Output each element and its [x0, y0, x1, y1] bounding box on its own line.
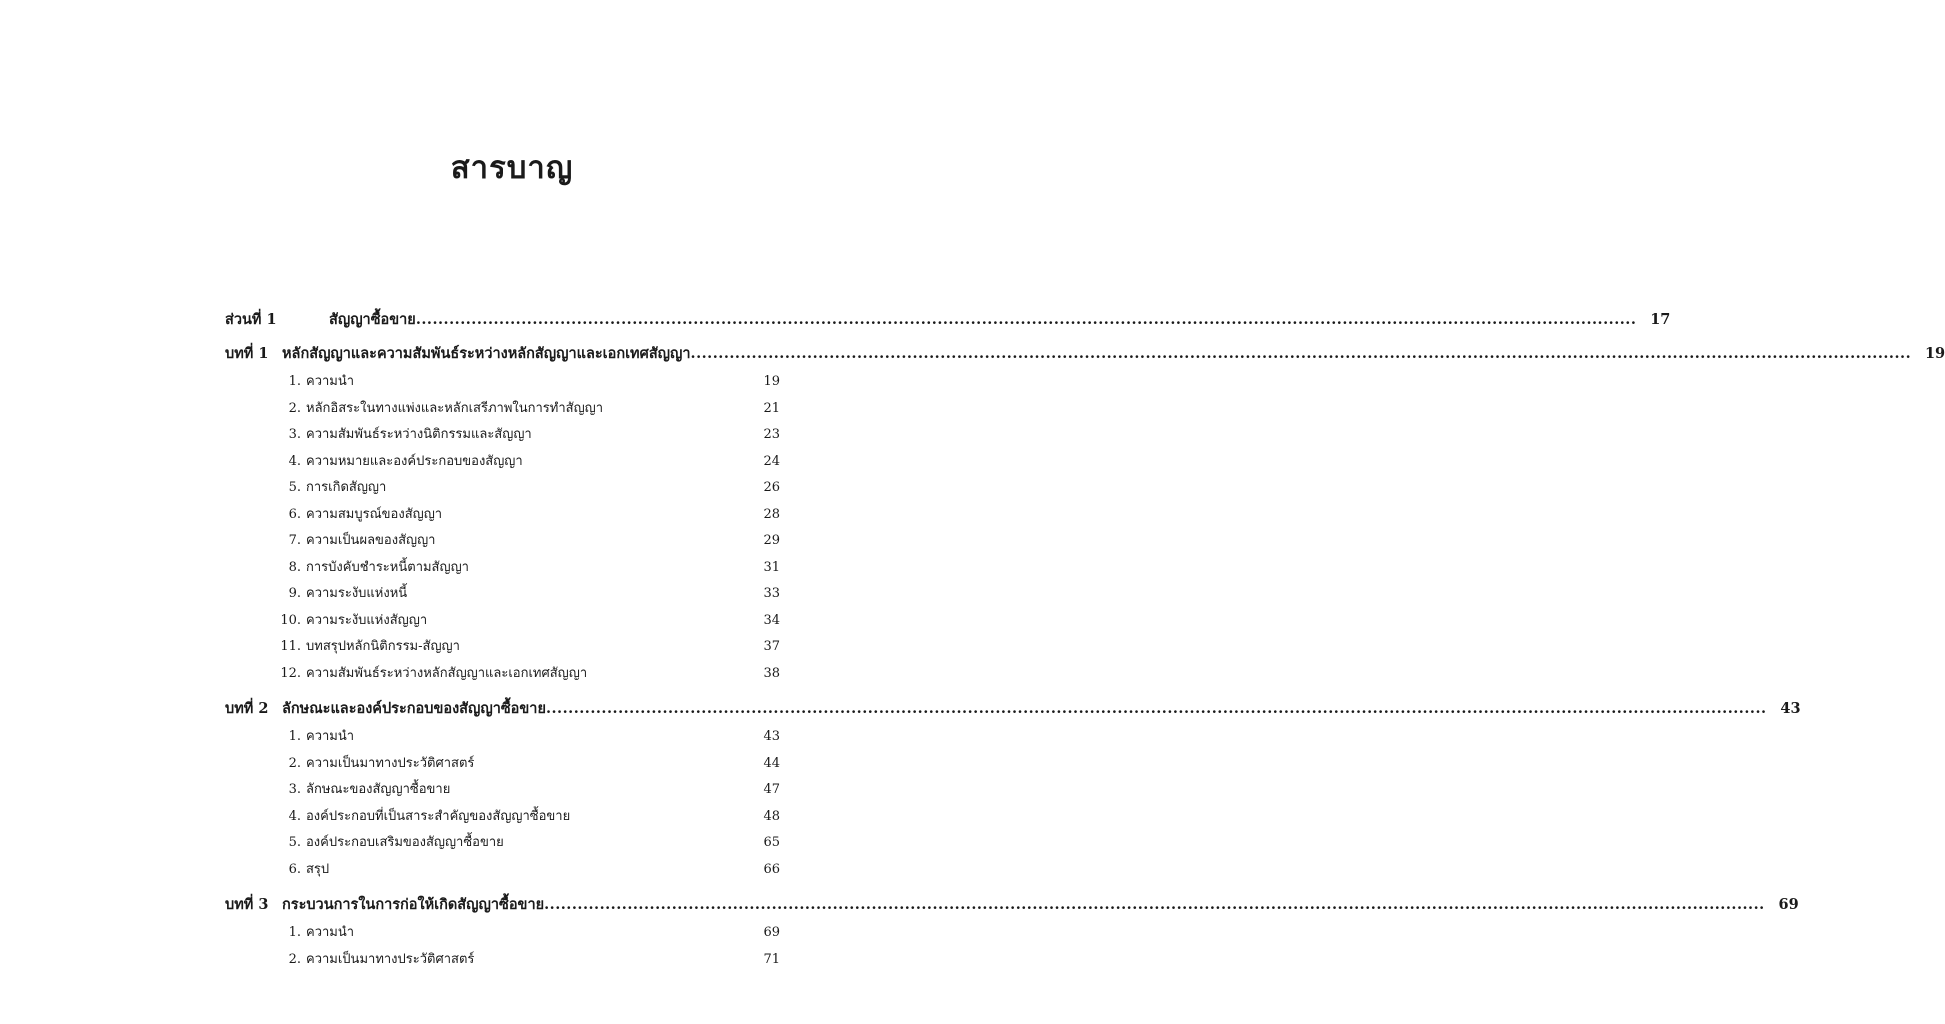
- entry-page-number: 19: [1924, 345, 1945, 362]
- chapter-heading: [225, 697, 1801, 721]
- entry-prefix: บทที่ 1: [225, 345, 269, 362]
- entry-label: ความสัมพันธ์ระหว่างนิติกรรมและสัญญา: [306, 427, 532, 442]
- entry-page-number: 43: [1780, 700, 1801, 717]
- entry-page-number: 47: [763, 782, 780, 797]
- entry-number: 3.: [288, 782, 301, 797]
- entry-page-number: 23: [763, 427, 780, 442]
- toc-entry: [225, 397, 780, 421]
- entry-page-number: 21: [763, 400, 780, 416]
- toc-entry: [225, 858, 780, 882]
- entry-label: การบังคับชำระหนี้ตามสัญญา: [306, 559, 469, 575]
- toc-entry: [225, 503, 780, 527]
- entry-page-number: 19: [763, 374, 780, 389]
- entry-number: 10.: [280, 612, 301, 628]
- toc-entry: [225, 529, 780, 553]
- toc-entry: [225, 582, 780, 606]
- entry-number: 5.: [288, 480, 301, 495]
- entry-label: ความนำ: [306, 374, 355, 389]
- toc-entry: [225, 635, 780, 659]
- entry-page-number: 34: [763, 612, 780, 628]
- entry-number: 2.: [288, 400, 301, 416]
- entry-number: 4.: [288, 808, 301, 824]
- entry-label: สัญญาซื้อขาย: [329, 311, 416, 328]
- entry-number: 11.: [280, 639, 301, 654]
- toc-entry: [225, 831, 780, 855]
- entry-label: ลักษณะของสัญญาซื้อขาย: [306, 782, 451, 797]
- entry-prefix: ส่วนที่ 1: [225, 311, 277, 328]
- dot-leader: ............................................................................................................................................................................................................................: [415, 311, 1637, 328]
- toc-entry: [225, 556, 780, 580]
- toc-entry: [225, 778, 780, 802]
- entry-page-number: 38: [763, 665, 780, 681]
- entry-label: ความหมายและองค์ประกอบของสัญญา: [306, 453, 523, 469]
- entry-label: ความนำ: [306, 925, 355, 940]
- entry-label: การเกิดสัญญา: [306, 480, 387, 495]
- entry-page-number: 69: [1778, 896, 1799, 913]
- entry-page-number: 69: [763, 925, 780, 940]
- entry-label: องค์ประกอบเสริมของสัญญาซื้อขาย: [306, 835, 504, 850]
- entry-prefix: บทที่ 2: [225, 700, 269, 717]
- entry-label: ความระงับแห่งสัญญา: [306, 612, 428, 628]
- toc-entry: [225, 725, 780, 749]
- entry-number: 8.: [288, 559, 301, 575]
- entry-page-number: 65: [763, 835, 780, 850]
- entry-page-number: 24: [763, 453, 780, 469]
- dot-leader: ............................................................................................................................................................................................................................: [545, 700, 1767, 717]
- toc-entry: [225, 450, 780, 474]
- entry-label: ความเป็นมาทางประวัติศาสตร์: [306, 755, 475, 771]
- entry-number: 4.: [288, 453, 301, 469]
- entry-page-number: 43: [763, 729, 780, 744]
- chapter-heading: [225, 342, 1945, 366]
- entry-number: 5.: [288, 835, 301, 850]
- entry-number: 1.: [288, 925, 301, 940]
- dot-leader: ............................................................................................................................................................................................................................: [690, 345, 1912, 362]
- entry-number: 3.: [288, 427, 301, 442]
- entry-number: 2.: [288, 755, 301, 771]
- entry-number: 6.: [288, 861, 301, 877]
- entry-label: สรุป: [306, 861, 330, 877]
- entry-label: หลักสัญญาและความสัมพันธ์ระหว่างหลักสัญญาและเอกเทศสัญญา: [282, 345, 691, 362]
- entry-label: หลักอิสระในทางแพ่งและหลักเสรีภาพในการทำสัญญา: [306, 400, 604, 416]
- page-title: สารบาญ: [450, 150, 574, 186]
- entry-page-number: 66: [763, 861, 780, 877]
- toc-entry: [225, 805, 780, 829]
- entry-number: 6.: [288, 506, 301, 522]
- entry-label: บทสรุปหลักนิติกรรม-สัญญา: [306, 639, 460, 654]
- entry-number: 2.: [288, 951, 301, 967]
- entry-label: ความระงับแห่งหนี้: [306, 586, 408, 601]
- entry-number: 12.: [280, 665, 301, 681]
- dot-leader: ............................................................................................................................................................................................................................: [544, 896, 1765, 913]
- entry-page-number: 29: [763, 533, 780, 548]
- entry-page-number: 44: [763, 755, 780, 771]
- entry-label: ลักษณะและองค์ประกอบของสัญญาซื้อขาย: [282, 700, 546, 717]
- toc-entry: [225, 662, 780, 686]
- entry-page-number: 37: [763, 639, 780, 654]
- entry-label: ความเป็นมาทางประวัติศาสตร์: [306, 951, 475, 967]
- entry-label: กระบวนการในการก่อให้เกิดสัญญาซื้อขาย: [282, 896, 545, 913]
- entry-page-number: 28: [763, 506, 780, 522]
- part-heading: [225, 308, 1671, 332]
- entry-page-number: 48: [763, 808, 780, 824]
- entry-page-number: 17: [1650, 311, 1671, 328]
- toc-entry: [225, 921, 780, 945]
- entry-number: 1.: [288, 374, 301, 389]
- entry-page-number: 26: [763, 480, 780, 495]
- toc-entry: [225, 370, 780, 394]
- toc-entry: [225, 609, 780, 633]
- entry-label: ความสมบูรณ์ของสัญญา: [306, 506, 443, 522]
- entry-label: องค์ประกอบที่เป็นสาระสำคัญของสัญญาซื้อขาย: [306, 808, 571, 824]
- chapter-heading: [225, 893, 1799, 917]
- toc-entry: [225, 423, 780, 447]
- entry-page-number: 33: [763, 586, 780, 601]
- toc-entry: [225, 948, 780, 972]
- entry-label: ความเป็นผลของสัญญา: [306, 533, 436, 548]
- entry-number: 7.: [288, 533, 301, 548]
- entry-label: ความนำ: [306, 729, 355, 744]
- entry-number: 1.: [288, 729, 301, 744]
- toc-entry: [225, 752, 780, 776]
- entry-page-number: 31: [763, 559, 780, 575]
- entry-number: 9.: [288, 586, 301, 601]
- entry-prefix: บทที่ 3: [225, 896, 269, 913]
- entry-label: ความสัมพันธ์ระหว่างหลักสัญญาและเอกเทศสัญญา: [306, 665, 588, 681]
- entry-page-number: 71: [763, 951, 780, 967]
- toc-entry: [225, 476, 780, 500]
